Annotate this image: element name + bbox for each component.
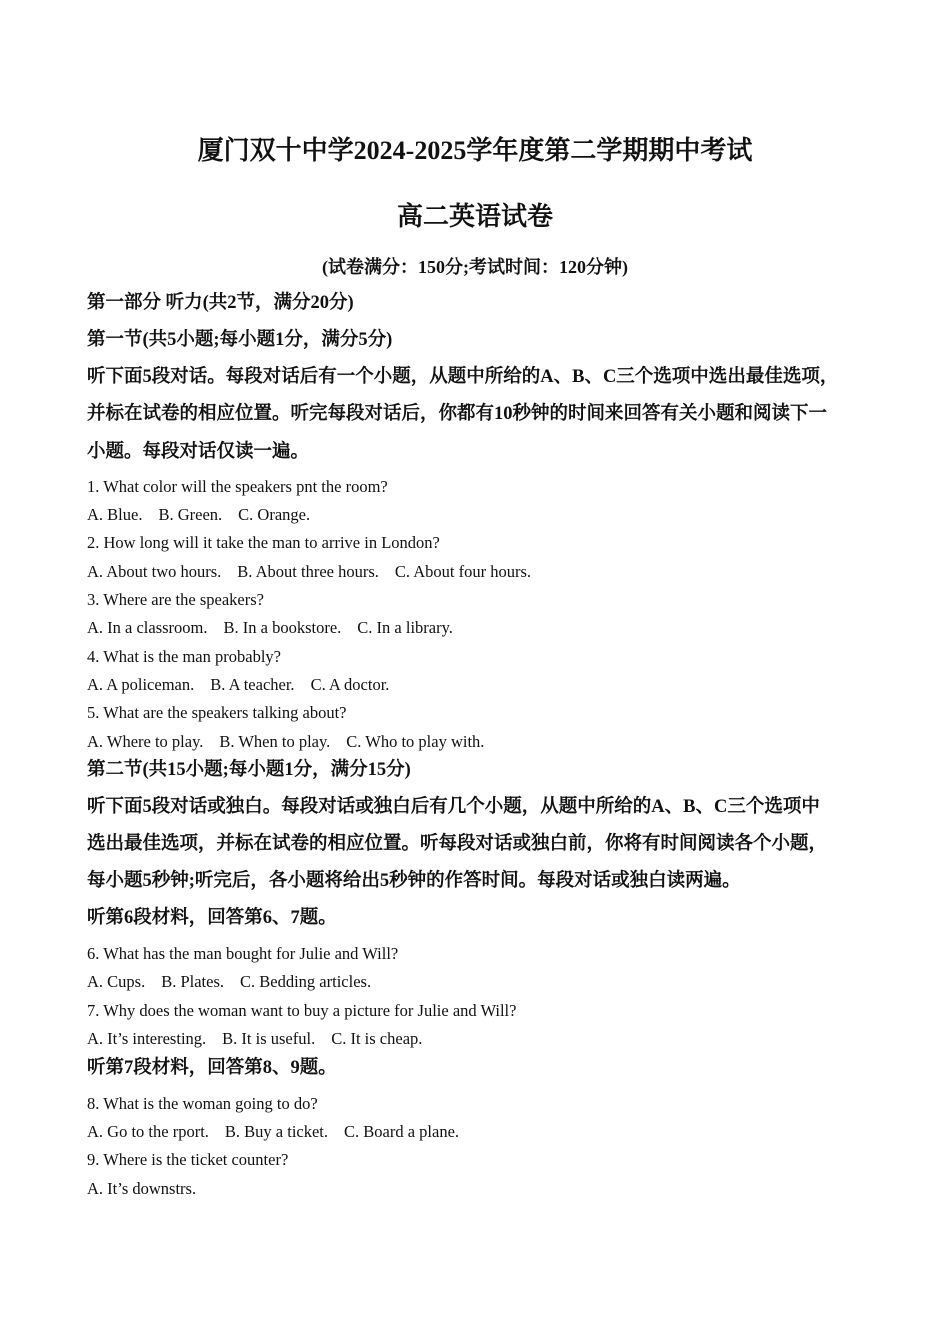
option-c: C. In a library. bbox=[357, 618, 453, 637]
option-b: B. About three hours. bbox=[237, 562, 379, 581]
option-c: C. About four hours. bbox=[394, 562, 532, 581]
question-8-options bbox=[87, 1122, 877, 1142]
option-b: B. In a bookstore. bbox=[223, 618, 342, 637]
exam-note: (试卷满分：150分;考试时间：120分钟) bbox=[322, 257, 628, 277]
question-3: 3. Where are the speakers? bbox=[87, 590, 264, 609]
exam-title: 厦门双十中学2024-2025学年度第二学期期中考试 bbox=[197, 136, 753, 165]
question-2-options bbox=[87, 562, 877, 582]
question-6-options bbox=[87, 972, 877, 992]
question-5-options bbox=[87, 732, 877, 752]
section2-heading: 第二节(共15小题;每小题1分，满分15分) bbox=[87, 760, 411, 780]
exam-subtitle: 高二英语试卷 bbox=[396, 202, 553, 231]
section2-instruction-line: 听下面5段对话或独白。每段对话或独白后有几个小题，从题中所给的A、B、C三个选项中 bbox=[87, 797, 820, 817]
option-b: B. A teacher. bbox=[210, 675, 295, 694]
section1-heading: 第一节(共5小题;每小题1分，满分5分) bbox=[87, 330, 393, 350]
question-3-options bbox=[87, 618, 877, 638]
question-7: 7. Why does the woman want to buy a picture for Julie and Will? bbox=[87, 1001, 517, 1020]
question-2: 2. How long will it take the man to arrive in London? bbox=[87, 533, 440, 552]
option-a: A. A policeman. bbox=[87, 675, 195, 694]
option-c: C. It is cheap. bbox=[331, 1029, 423, 1048]
section2-instruction-line: 选出最佳选项，并标在试卷的相应位置。听每段对话或独白前，你将有时间阅读各个小题， bbox=[87, 834, 828, 854]
section2-instruction-line: 每小题5秒钟;听完后，各小题将给出5秒钟的作答时间。每段对话或独白读两遍。 bbox=[87, 871, 741, 891]
question-1: 1. What color will the speakers pnt the room? bbox=[87, 477, 388, 496]
question-4-options bbox=[87, 675, 877, 695]
option-b: B. It is useful. bbox=[222, 1029, 316, 1048]
question-5: 5. What are the speakers talking about? bbox=[87, 703, 347, 722]
section1-instruction-line: 小题。每段对话仅读一遍。 bbox=[87, 442, 310, 462]
option-b: B. Plates. bbox=[161, 972, 225, 991]
option-c: C. Board a plane. bbox=[344, 1122, 460, 1141]
option-c: C. A doctor. bbox=[310, 675, 390, 694]
option-c: C. Orange. bbox=[238, 505, 311, 524]
option-a: A. Blue. bbox=[87, 505, 143, 524]
question-9-options bbox=[87, 1179, 877, 1199]
option-a: A. It’s downstrs. bbox=[87, 1179, 197, 1198]
question-8: 8. What is the woman going to do? bbox=[87, 1094, 318, 1113]
option-a: A. In a classroom. bbox=[87, 618, 208, 637]
material-7-heading: 听第7段材料，回答第8、9题。 bbox=[87, 1058, 337, 1078]
section1-instruction-line: 并标在试卷的相应位置。听完每段对话后，你都有10秒钟的时间来回答有关小题和阅读下一 bbox=[87, 404, 828, 424]
option-b: B. When to play. bbox=[219, 732, 331, 751]
question-7-options bbox=[87, 1029, 877, 1049]
question-6: 6. What has the man bought for Julie and Will? bbox=[87, 944, 399, 963]
option-b: B. Green. bbox=[158, 505, 223, 524]
option-b: B. Buy a ticket. bbox=[224, 1122, 329, 1141]
option-a: A. Where to play. bbox=[87, 732, 204, 751]
option-a: A. About two hours. bbox=[87, 562, 222, 581]
option-a: A. It’s interesting. bbox=[87, 1029, 207, 1048]
question-1-options bbox=[87, 505, 877, 525]
option-c: C. Bedding articles. bbox=[240, 972, 372, 991]
question-4: 4. What is the man probably? bbox=[87, 647, 281, 666]
part1-heading: 第一部分 听力(共2节，满分20分) bbox=[87, 293, 354, 313]
option-a: A. Cups. bbox=[87, 972, 146, 991]
section1-instruction-line: 听下面5段对话。每段对话后有一个小题，从题中所给的A、B、C三个选项中选出最佳选项， bbox=[87, 367, 839, 387]
option-a: A. Go to the rport. bbox=[87, 1122, 209, 1141]
material-6-heading: 听第6段材料，回答第6、7题。 bbox=[87, 908, 337, 928]
question-9: 9. Where is the ticket counter? bbox=[87, 1150, 289, 1169]
option-c: C. Who to play with. bbox=[346, 732, 485, 751]
